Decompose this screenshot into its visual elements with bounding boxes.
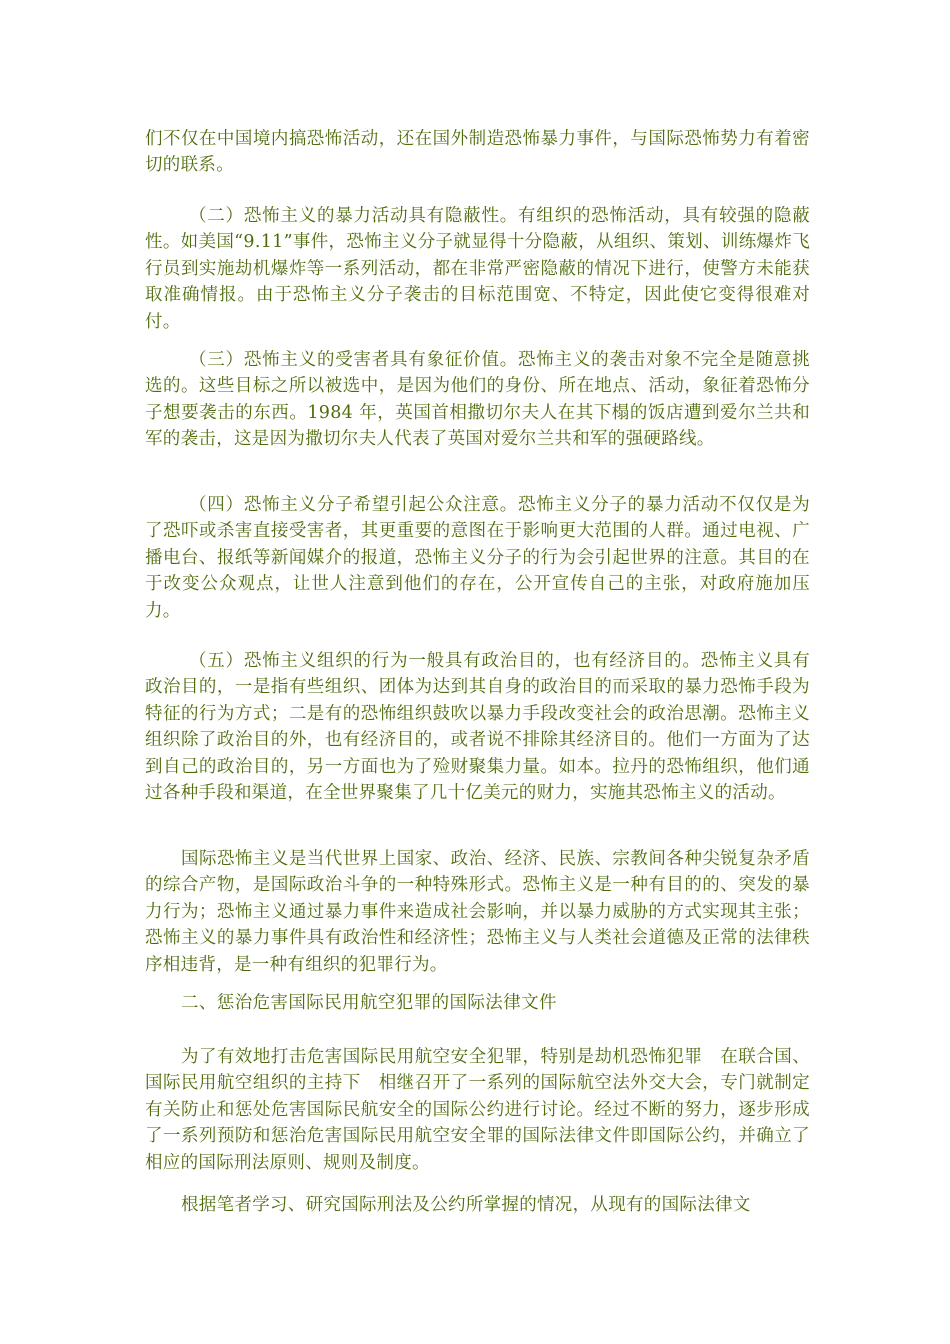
paragraph-symbolic-victims: （三）恐怖主义的受害者具有象征价值。恐怖主义的袭击对象不完全是随意挑选的。这些目标之所以被选中，是因为他们的身份、所在地点、活动，象征着恐怖分子想要袭击的东西。1984 年，英国首相撒切尔夫人在其下榻的饭店遭到爱尔兰共和军的袭击，这是因为撒切尔夫人代表了英国对爱尔兰共和军的强硬路线。 [145, 350, 810, 450]
paragraph-public-attention: （四）恐怖主义分子希望引起公众注意。恐怖主义分子的暴力活动不仅仅是为了恐吓或杀害直接受害者，其更重要的意图在于影响更大范围的人群。通过电视、广播电台、报纸等新闻媒介的报道，恐怖主义分子的行为会引起世界的注意。其目的在于改变公众观点，让世人注意到他们的存在，公开宣传自己的主张，对政府施加压力。 [145, 495, 810, 621]
paragraph-legal-documents: 为了有效地打击危害国际民用航空安全犯罪，特别是劫机恐怖犯罪 在联合国、国际民用航空组织的主持下 相继召开了一系列的国际航空法外交大会，专门就制定有关防止和惩处危害国际民航安全的国际公约进行讨论。经过不断的努力，逐步形成了一系列预防和惩治危害国际民用航空安全罪的国际法律文件即国际公约，并确立了相应的国际刑法原则、规则及制度。 [145, 1047, 810, 1173]
paragraph-according-to-author: 根据笔者学习、研究国际刑法及公约所掌握的情况，从现有的国际法律文 [181, 1195, 751, 1215]
paragraph-concealment: （二）恐怖主义的暴力活动具有隐蔽性。有组织的恐怖活动，具有较强的隐蔽性。如美国“9.11”事件，恐怖主义分子就显得十分隐蔽，从组织、策划、训练爆炸飞行员到实施劫机爆炸等一系列活动，都在非常严密隐蔽的情况下进行，使警方未能获取准确情报。由于恐怖主义分子袭击的目标范围宽、不特定，因此使它变得很难对付。 [145, 206, 810, 332]
paragraph-international-terrorism: 国际恐怖主义是当代世界上国家、政治、经济、民族、宗教间各种尖锐复杂矛盾的综合产物，是国际政治斗争的一种特殊形式。恐怖主义是一种有目的的、突发的暴力行为；恐怖主义通过暴力事件来造成社会影响，并以暴力威胁的方式实现其主张；恐怖主义的暴力事件具有政治性和经济性；恐怖主义与人类社会道德及正常的法律秩序相违背，是一种有组织的犯罪行为。 [145, 849, 810, 975]
paragraph-political-economic-goals: （五）恐怖主义组织的行为一般具有政治目的，也有经济目的。恐怖主义具有政治目的，一是指有些组织、团体为达到其自身的政治目的而采取的暴力恐怖手段为特征的行为方式；二是有的恐怖组织鼓吹以暴力手段改变社会的政治思潮。恐怖主义组织除了政治目的外，也有经济目的，或者说不排除其经济目的。他们一方面为了达到自己的政治目的，另一方面也为了殓财聚集力量。如本。拉丹的恐怖组织，他们通过各种手段和渠道，在全世界聚集了几十亿美元的财力，实施其恐怖主义的活动。 [145, 651, 810, 804]
section-heading: 二、惩治危害国际民用航空犯罪的国际法律文件 [181, 993, 557, 1013]
paragraph-continuation: 们不仅在中国境内搞恐怖活动，还在国外制造恐怖暴力事件，与国际恐怖势力有着密切的联系。 [145, 129, 810, 176]
